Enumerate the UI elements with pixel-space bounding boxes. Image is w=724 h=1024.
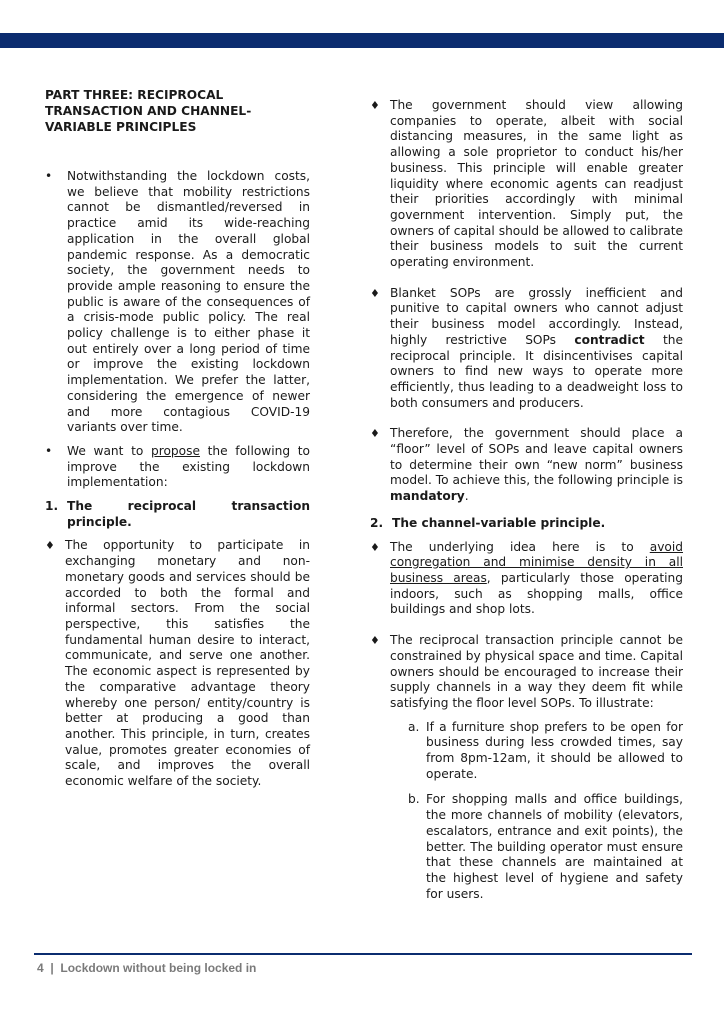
text-run: the following to improve the existing lockdown implementation: [67, 443, 310, 490]
section-heading: PART THREE: RECIPROCAL TRANSACTION AND CHANNEL-VARIABLE PRINCIPLES [45, 88, 252, 134]
bullet-item-lockdown-costs [45, 169, 310, 436]
text-run: The underlying idea here is to [390, 539, 650, 554]
left-column [45, 87, 310, 805]
text-run: Therefore, the government should place a “floor” level of SOPs and leave capital owners to determine their own “new norm” business model. To achieve this, the following principle is [390, 426, 683, 488]
point-text: The opportunity to participate in exchanging monetary and non-monetary goods and services should be accorded to both the formal and informal sectors. From the social perspective, this satisfies the fundamental human desire to interact, communicate, and serve one another. The economic aspect is represented by the comparative advantage theory whereby one person/ entity/country is better at producing a good than another. This principle, in turn, creates value, promotes greater economies of scale, and improves the overall economic welfare of the society. [65, 538, 310, 789]
bullet-marker: • [45, 443, 53, 458]
item-text: For shopping malls and office buildings, the more channels of mobility (elevators, escalators, entrance and exit points), the better. The building operator must ensure that these channels are maintained at the highest level of hygiene and safety for users. [426, 792, 683, 901]
diamond-marker: ♦ [45, 539, 55, 553]
bullet-text [67, 444, 310, 489]
text-run: We want to [67, 443, 151, 458]
top-header-band [0, 33, 724, 48]
text-run: Blanket SOPs are grossly inefficient and punitive to capital owners who cannot adjust their business model accordingly. Instead, highly restrictive SOPs [390, 285, 683, 347]
item-text: If a furniture shop prefers to be open for business during less crowded times, say from 8pm-12am, it should be allowed to operate. [426, 719, 683, 781]
page-number: 4 [37, 961, 44, 975]
point-text [390, 540, 683, 617]
diamond-marker: ♦ [370, 540, 380, 554]
text-run: . [464, 489, 469, 504]
illustration-item [408, 792, 683, 902]
diamond-marker: ♦ [370, 99, 380, 112]
illustration-list [408, 720, 683, 903]
principle-1-points-left [45, 538, 310, 789]
principle-2-title [370, 516, 683, 532]
bold-text: mandatory [390, 489, 465, 504]
principle-1-title [45, 499, 310, 530]
point-text [390, 426, 683, 503]
diamond-marker: ♦ [370, 634, 380, 648]
diamond-marker: ♦ [370, 286, 380, 300]
item-label: b. [408, 792, 420, 807]
principle-1-points-right [370, 98, 683, 505]
diamond-point [370, 540, 683, 619]
bullet-marker: • [45, 169, 53, 183]
illustration-item [408, 720, 683, 783]
underlined-text: avoid congregation and minimise density in all business areas [390, 539, 683, 585]
point-text: The government should view allowing companies to operate, albeit with social distancing measures, in the same light as allowing a sole proprietor to conduct his/her business. This principle will enable greater liquidity where economic agents can readjust their priorities accordingly with minimal government intervention. Simply put, the owners of capital should be allowed to calibrate their business models to suit the current operating environment. [390, 98, 683, 270]
bullet-item-propose [45, 444, 310, 491]
footer-separator: | [50, 961, 54, 975]
footer-rule [34, 953, 692, 955]
bullet-list [45, 169, 310, 491]
right-column [370, 98, 683, 912]
point-text [390, 286, 683, 410]
page-footer [37, 961, 256, 977]
principle-2-points [370, 540, 683, 712]
underlined-text: propose [151, 443, 200, 458]
diamond-point [370, 286, 683, 412]
diamond-point [45, 538, 310, 789]
diamond-point [370, 426, 683, 505]
principle-title: The channel-variable principle. [392, 515, 606, 530]
bullet-text: Notwithstanding the lockdown costs, we believe that mobility restrictions cannot be dismantled/reversed in practice amid its wide-reaching application in the overall global pandemic response. As a democratic society, the government needs to provide ample reasoning to ensure the public is aware of the consequences of a crisis-mode public policy. The real policy challenge is to either phase it out entirely over a long period of time or improve the existing lockdown implementation. We prefer the latter, considering the emergence of newer and more contagious COVID-19 variants over time. [67, 169, 310, 435]
bold-text: contradict [574, 332, 645, 347]
principle-title: The reciprocal transaction principle. [67, 499, 310, 529]
diamond-marker: ♦ [370, 427, 380, 441]
principle-number: 2. [370, 515, 384, 530]
text-run: , particularly those operating indoors, such as shopping malls, office buildings and shop lots. [390, 570, 683, 617]
principle-number: 1. [45, 499, 59, 514]
text-run: the reciprocal principle. It disincentivises capital owners to find new ways to operate more efficiently, thus leading to a deadweight loss to both consumers and producers. [390, 332, 683, 410]
diamond-point [370, 98, 683, 271]
diamond-point [370, 633, 683, 712]
point-text: The reciprocal transaction principle cannot be constrained by physical space and time. Capital owners should be encouraged to increase their supply channels in a way they deem fit while satisfying the floor level SOPs. To illustrate: [390, 633, 683, 710]
document-title: Lockdown without being locked in [60, 961, 257, 975]
item-label: a. [408, 719, 420, 734]
